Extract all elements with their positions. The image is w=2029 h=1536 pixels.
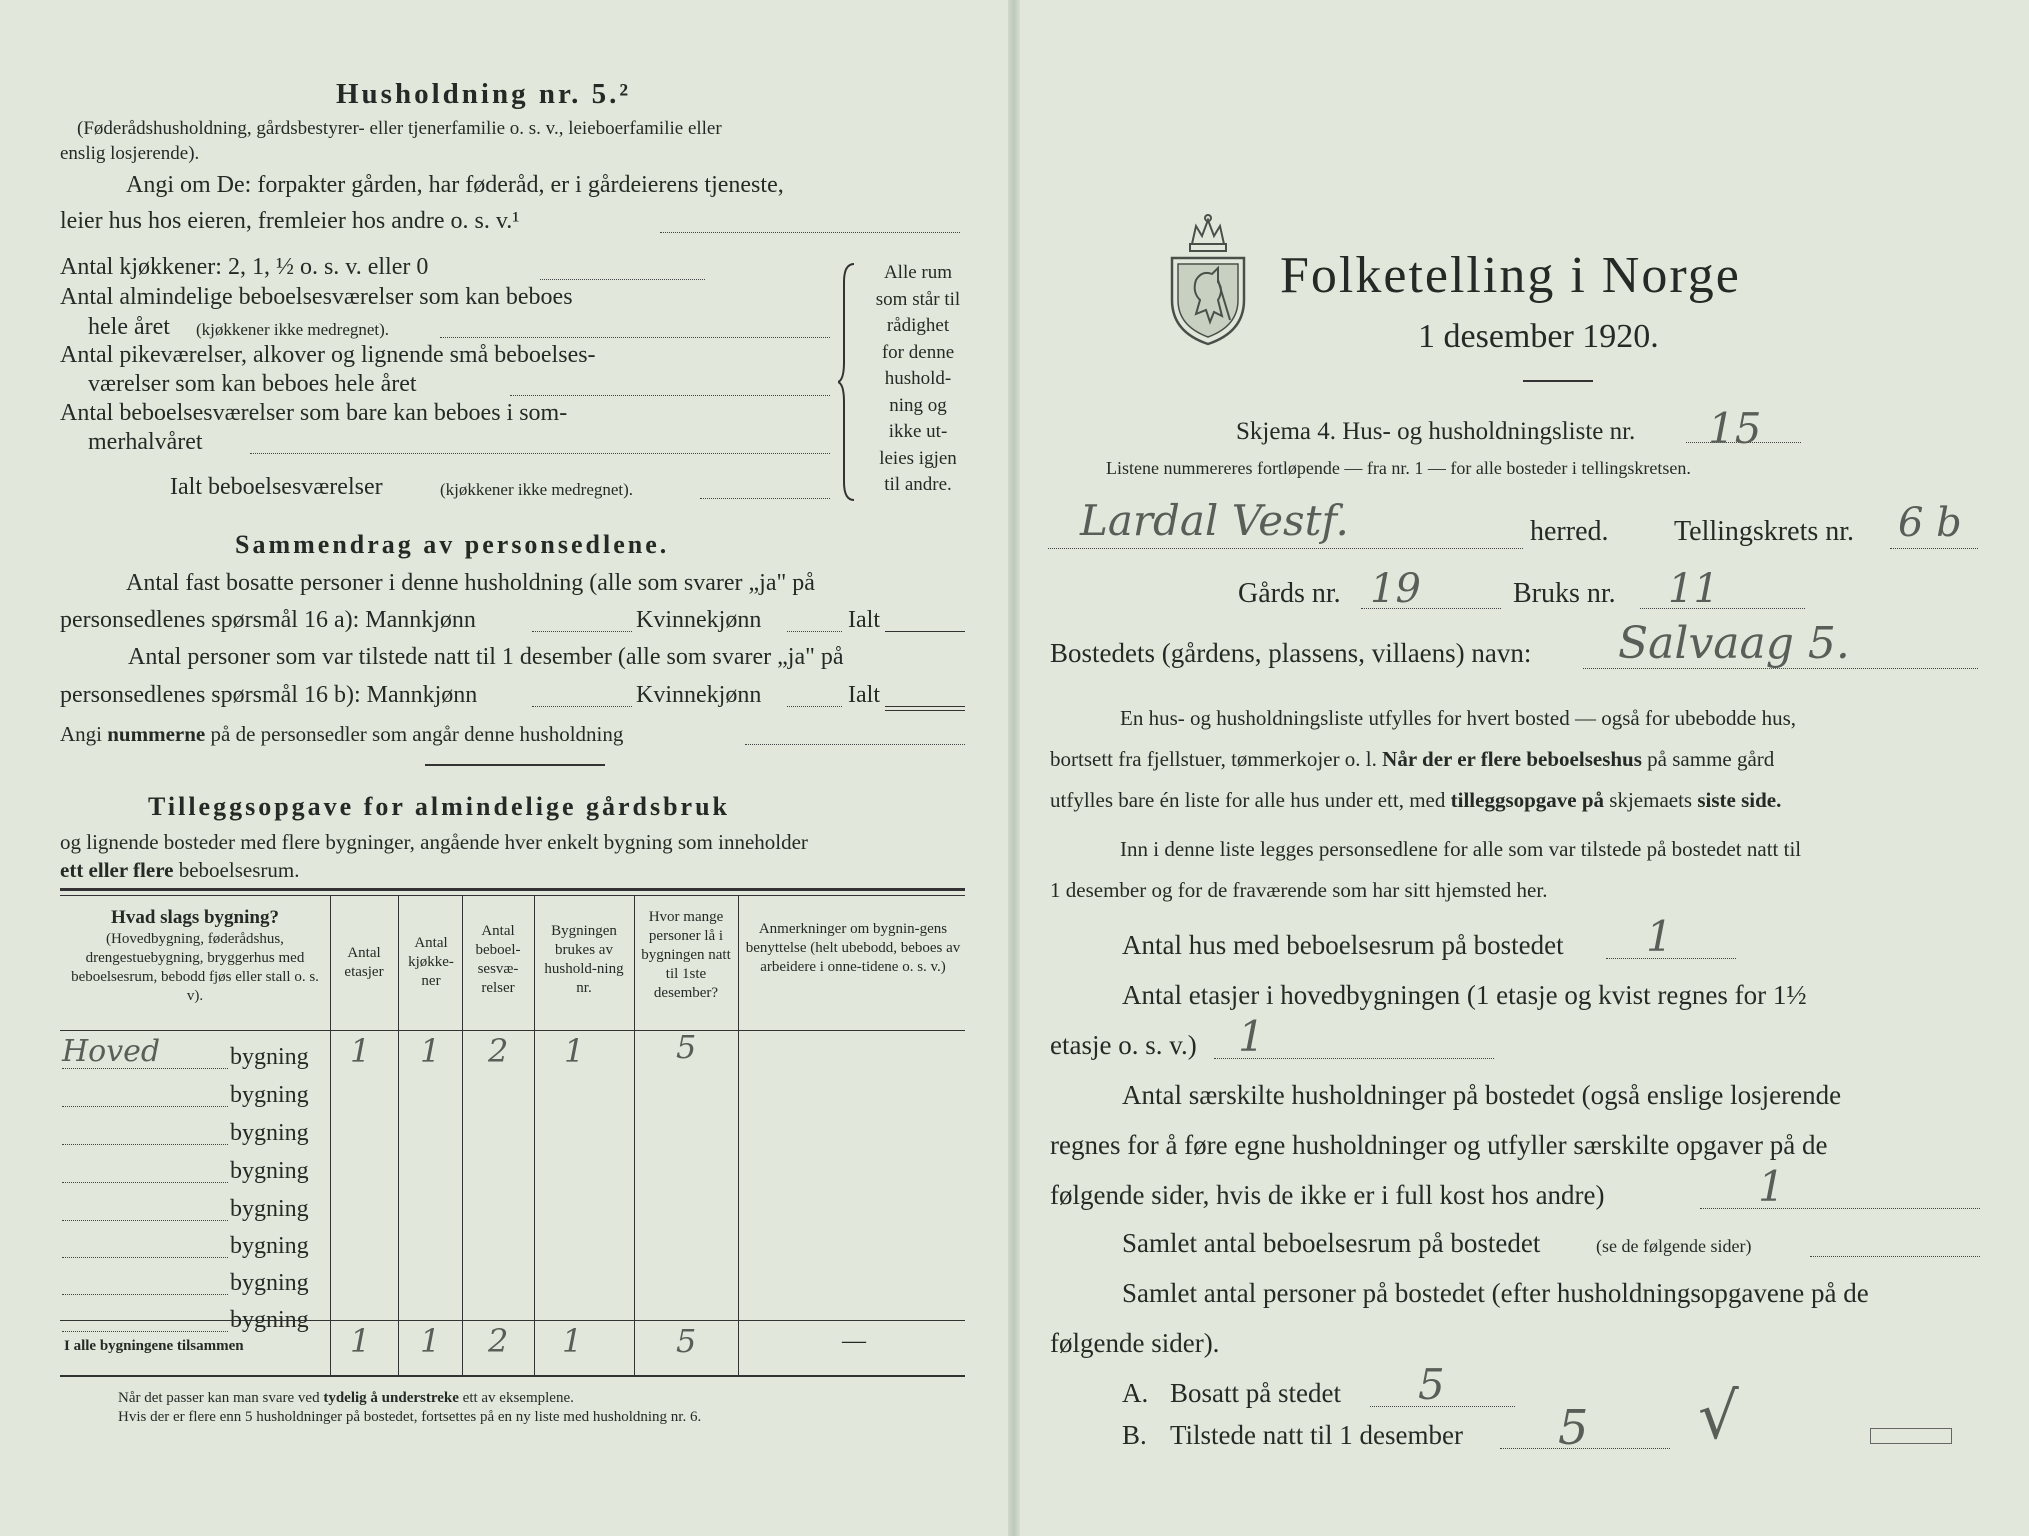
brace-icon <box>838 262 858 502</box>
resident-label: Bosatt på stedet <box>1170 1378 1341 1408</box>
supplement-line-2: ett eller flere beboelsesrum. <box>60 858 300 882</box>
rooms-label-2: hele året <box>88 314 170 340</box>
total-rooms-note: (se de følgende sider) <box>1596 1236 1752 1256</box>
number-instruction: Angi nummerne på de personsedler som angår denne husholdning <box>60 722 624 746</box>
census-date: 1 desember 1920. <box>1418 318 1659 355</box>
left-page <box>0 0 1010 1536</box>
instruction-line-2: bortsett fra fjellstuer, tømmerkojer o. l. Når der er flere beboelseshus på samme gård <box>1050 747 1775 771</box>
row-label: bygning <box>230 1233 309 1259</box>
row-persons: 5 <box>676 1028 697 1066</box>
numbering-note: Listene nummereres fortløpende — fra nr. 1 — for alle bosteder i tellingskretsen. <box>1106 458 1691 478</box>
col-header-persons: Hvor mange personer lå i bygningen natt til 1ste desember? <box>641 909 731 1001</box>
summary-female-2: Kvinnekjønn <box>636 682 762 708</box>
row-floors: 1 <box>350 1032 371 1070</box>
households-label-1: Antal særskilte husholdninger på bostedet (også enslige losjerende <box>1122 1080 1842 1110</box>
total-row-label: I alle bygningene tilsammen <box>64 1338 244 1354</box>
summary-female-1: Kvinnekjønn <box>636 607 762 633</box>
row-label: bygning <box>230 1044 309 1070</box>
floors-label-1: Antal etasjer i hovedbygningen (1 etasje og kvist regnes for 1½ <box>1122 980 1807 1010</box>
resident-value: 5 <box>1418 1360 1445 1409</box>
footnote-1: Når det passer kan man svare ved tydelig å understreke ett av eksemplene. <box>118 1390 574 1406</box>
row-type-value: Hoved <box>62 1034 161 1069</box>
resident-letter: A. <box>1122 1378 1149 1408</box>
supplement-line-1: og lignende bosteder med flere bygninger, angående hver enkelt bygning som inneholder <box>60 830 808 854</box>
row-rooms: 2 <box>488 1032 509 1070</box>
place-name-value: Salvaag 5. <box>1618 618 1850 669</box>
instruction-line-5: 1 desember og for de fraværende som har sitt hjemsted her. <box>1050 878 1548 902</box>
persons-label-2: følgende sider). <box>1050 1328 1220 1358</box>
row-label: bygning <box>230 1196 309 1222</box>
row-label: bygning <box>230 1158 309 1184</box>
households-label-2: regnes for å føre egne husholdninger og utfyller særskilte opgaver på de <box>1050 1130 1828 1160</box>
col-header-household: Bygningen brukes av hushold-ning nr. <box>544 923 624 996</box>
summary-line-4: personsedlenes spørsmål 16 b): Mannkjønn <box>60 682 478 708</box>
summary-line-3: Antal personer som var tilstede natt til 1 desember (alle som svarer „ja" på <box>128 644 844 670</box>
maid-rooms-label-2: værelser som kan beboes hele året <box>88 371 417 397</box>
col-header-rooms: Antal beboel-sesvæ-relser <box>475 923 521 996</box>
present-label: Tilstede natt til 1 desember <box>1170 1420 1463 1450</box>
row-label: bygning <box>230 1120 309 1146</box>
instruction-line-3: utfylles bare én liste for alle hus under ett, med tilleggsopgave på skjemaets siste side. <box>1050 788 1782 812</box>
present-value: 5 <box>1558 1400 1589 1456</box>
printer-mark <box>1870 1428 1952 1444</box>
holding-number-label: Bruks nr. <box>1513 578 1616 609</box>
check-mark: √ <box>1698 1380 1739 1454</box>
col-header-remarks: Anmerkninger om bygnin-gens benyttelse (helt ubebodd, beboes av arbeidere i onne-tidene o. s. v.) <box>745 921 961 975</box>
row-household: 1 <box>564 1032 585 1070</box>
row-label: bygning <box>230 1307 309 1333</box>
footnote-2: Hvis der er flere enn 5 husholdninger på bostedet, fortsettes på en ny liste med husholdning nr. 6. <box>118 1409 702 1425</box>
rooms-label-1: Antal almindelige beboelsesværelser som kan beboes <box>60 284 573 310</box>
schema-label: Skjema 4. Hus- og husholdningsliste nr. <box>1236 418 1636 445</box>
coat-of-arms-icon <box>1166 208 1250 348</box>
right-page <box>1018 0 2029 1536</box>
total-household: 1 <box>562 1322 583 1360</box>
col-header-kitchens: Antal kjøkke-ner <box>408 935 454 989</box>
municipality-label: herred. <box>1530 516 1609 547</box>
houses-value: 1 <box>1646 912 1673 961</box>
summary-total-2: Ialt <box>848 682 880 708</box>
floors-label-2: etasje o. s. v.) <box>1050 1030 1197 1060</box>
household-title: Husholdning nr. 5.² <box>336 78 632 110</box>
schema-number: 15 <box>1708 404 1762 453</box>
farm-number-label: Gårds nr. <box>1238 578 1341 609</box>
total-remarks: — <box>842 1328 866 1354</box>
floors-value: 1 <box>1238 1012 1265 1061</box>
summary-total-1: Ialt <box>848 607 880 633</box>
place-name-label: Bostedets (gårdens, plassens, villaens) navn: <box>1050 638 1532 668</box>
summary-title: Sammendrag av personsedlene. <box>235 530 670 559</box>
maid-rooms-label-1: Antal pikeværelser, alkover og lignende små beboelses- <box>60 342 596 368</box>
kitchens-label: Antal kjøkkener: 2, 1, ½ o. s. v. eller 0 <box>60 254 429 280</box>
angi-line-2: leier hus hos eieren, fremleier hos andre o. s. v.¹ <box>60 208 520 234</box>
total-persons: 5 <box>676 1322 697 1360</box>
summer-rooms-label-1: Antal beboelsesværelser som bare kan beboes i som- <box>60 400 568 426</box>
angi-line-1: Angi om De: forpakter gården, har føderåd, er i gårdeierens tjeneste, <box>126 172 784 198</box>
row-kitchens: 1 <box>420 1032 441 1070</box>
municipality-value: Lardal Vestf. <box>1080 496 1349 545</box>
farm-number-value: 19 <box>1370 566 1421 612</box>
col-header-floors: Antal etasjer <box>344 945 384 980</box>
total-rooms-label: Ialt beboelsesværelser <box>170 474 383 500</box>
total-rooms-note: (kjøkkener ikke medregnet). <box>440 480 634 499</box>
holding-number-value: 11 <box>1668 566 1719 612</box>
total-floors: 1 <box>350 1322 371 1360</box>
houses-label: Antal hus med beboelsesrum på bostedet <box>1122 930 1564 960</box>
brace-note: Alle rum som står til rådighet for denne hushold- ning og ikke ut- leies igjen til andre. <box>875 262 961 495</box>
total-rooms: 2 <box>488 1322 509 1360</box>
district-label: Tellingskrets nr. <box>1674 516 1855 547</box>
district-value: 6 b <box>1898 500 1962 546</box>
row-label: bygning <box>230 1270 309 1296</box>
col-header-type: Hvad slags bygning? (Hovedbygning, føderådshus, drengestuebygning, bryggerhus med beboelsesrum, bebodd fjøs eller stall o. s. v). <box>71 907 319 1004</box>
summary-line-2: personsedlenes spørsmål 16 a): Mannkjønn <box>60 607 476 633</box>
row-label: bygning <box>230 1082 309 1108</box>
present-letter: B. <box>1122 1420 1147 1450</box>
summer-rooms-label-2: merhalvåret <box>88 429 203 455</box>
total-kitchens: 1 <box>420 1322 441 1360</box>
rooms-note: (kjøkkener ikke medregnet). <box>196 320 390 339</box>
total-rooms-label: Samlet antal beboelsesrum på bostedet <box>1122 1228 1541 1258</box>
persons-label-1: Samlet antal personer på bostedet (efter husholdningsopgavene på de <box>1122 1278 1869 1308</box>
instruction-line-1: En hus- og husholdningsliste utfylles for hvert bosted — også for ubebodde hus, <box>1120 706 1796 730</box>
supplement-title: Tilleggsopgave for almindelige gårdsbruk <box>148 792 731 821</box>
census-title: Folketelling i Norge <box>1280 247 1741 304</box>
summary-line-1: Antal fast bosatte personer i denne husholdning (alle som svarer „ja" på <box>126 570 815 596</box>
instruction-line-4: Inn i denne liste legges personsedlene for alle som var tilstede på bostedet natt til <box>1120 837 1802 861</box>
intro-line-2: enslig losjerende). <box>60 143 200 164</box>
households-label-3: følgende sider, hvis de ikke er i full kost hos andre) <box>1050 1180 1605 1210</box>
intro-line-1: (Føderådshusholdning, gårdsbestyrer- eller tjenerfamilie o. s. v., leieboerfamilie eller <box>77 118 722 139</box>
households-value: 1 <box>1758 1162 1785 1211</box>
